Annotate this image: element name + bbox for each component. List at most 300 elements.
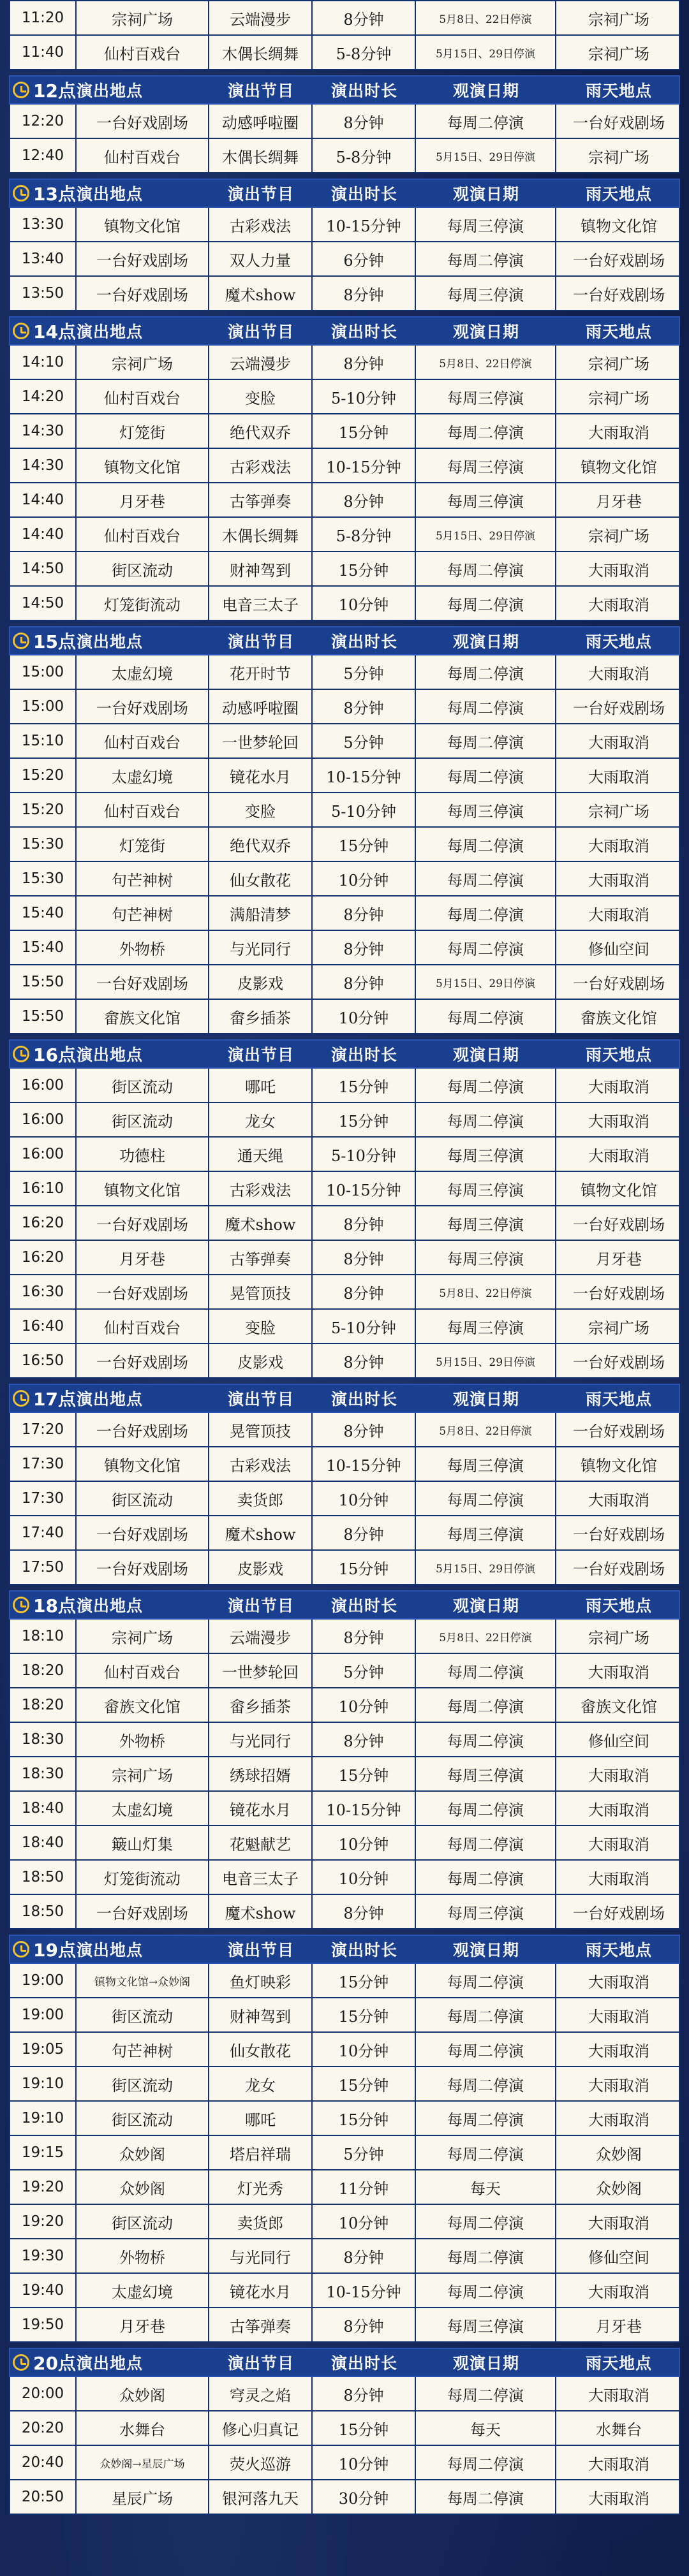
cell-venue: 宗祠广场 — [77, 1757, 209, 1790]
cell-viewing-dates: 每周三停演 — [416, 1172, 556, 1205]
cell-venue: 镇物文化馆 — [77, 208, 209, 241]
table-row — [9, 1000, 680, 1034]
column-header: 演出节目 — [227, 1941, 294, 1959]
cell-viewing-dates: 每周二停演 — [416, 931, 556, 964]
hour-label — [13, 1936, 76, 1963]
table-row — [9, 1516, 680, 1551]
cell-duration: 8分钟 — [313, 1206, 416, 1240]
cell-rain-venue: 修仙空间 — [588, 940, 649, 958]
cell-venue: 功德柱 — [77, 1138, 209, 1171]
column-header: 演出地点 — [76, 1046, 143, 1064]
table-row — [9, 2480, 680, 2515]
cell-duration: 10-15分钟 — [313, 449, 416, 482]
cell-venue: 街区流动 — [77, 1103, 209, 1136]
column-header: 演出节目 — [227, 1597, 294, 1615]
cell-rain-venue: 大雨取消 — [588, 1766, 649, 1785]
column-header: 演出地点 — [76, 2354, 143, 2373]
cell-duration: 15分钟 — [313, 1069, 416, 1102]
cell-viewing-dates: 每周三停演 — [416, 1447, 556, 1481]
cell-venue: 一台好戏剧场 — [77, 690, 209, 723]
table-row — [9, 1757, 680, 1792]
cell-venue: 簸山灯集 — [77, 1826, 209, 1859]
hour-text: 19点 — [33, 1940, 76, 1961]
cell-time: 18:10 — [10, 1620, 77, 1653]
cell-time: 16:10 — [10, 1172, 77, 1205]
cell-time: 17:30 — [10, 1447, 77, 1481]
table-row — [9, 690, 680, 724]
cell-rain-venue: 宗祠广场 — [588, 355, 649, 373]
table-row — [9, 2170, 680, 2205]
cell-rain-venue: 畲族文化馆 — [581, 1697, 657, 1716]
cell-time: 19:00 — [10, 1998, 77, 2031]
cell-program: 镜花水月 — [209, 1792, 313, 1825]
cell-duration: 15分钟 — [313, 1964, 416, 1997]
cell-program: 一世梦轮回 — [209, 724, 313, 757]
cell-viewing-dates: 5月15日、29日停演 — [416, 518, 556, 551]
table-row — [9, 1172, 680, 1206]
cell-venue: 众妙阁→星辰广场 — [77, 2446, 209, 2479]
cell-duration: 10分钟 — [313, 1000, 416, 1033]
column-header: 演出时长 — [330, 1597, 397, 1615]
cell-duration: 15分钟 — [313, 2102, 416, 2135]
table-row — [9, 139, 680, 173]
cell-program: 仙女散花 — [209, 2033, 313, 2066]
cell-viewing-dates: 每周二停演 — [416, 1654, 556, 1687]
cell-program: 魔术show — [209, 1895, 313, 1928]
hour-header — [9, 1590, 680, 1620]
cell-duration: 10分钟 — [313, 2033, 416, 2066]
table-row — [9, 1688, 680, 1723]
cell-duration: 8分钟 — [313, 1723, 416, 1756]
column-header: 演出节目 — [227, 185, 294, 203]
cell-duration: 8分钟 — [313, 1895, 416, 1928]
cell-time: 11:20 — [10, 1, 77, 34]
cell-viewing-dates: 每周三停演 — [416, 208, 556, 241]
cell-venue: 一台好戏剧场 — [77, 1551, 209, 1584]
cell-viewing-dates: 每周二停演 — [416, 862, 556, 895]
table-row — [9, 2136, 680, 2170]
cell-time: 18:20 — [10, 1654, 77, 1687]
cell-venue: 一台好戏剧场 — [77, 1413, 209, 1446]
cell-program: 仙女散花 — [209, 862, 313, 895]
cell-duration: 5分钟 — [313, 1654, 416, 1687]
cell-time: 19:05 — [10, 2033, 77, 2066]
cell-venue: 一台好戏剧场 — [77, 105, 209, 138]
cell-program: 古彩戏法 — [209, 208, 313, 241]
table-row — [9, 655, 680, 690]
cell-program: 魔术show — [209, 277, 313, 310]
cell-viewing-dates: 5月8日、22日停演 — [416, 346, 556, 379]
column-header: 演出节目 — [227, 323, 294, 341]
cell-rain-venue: 大雨取消 — [588, 2455, 649, 2473]
column-header: 演出地点 — [76, 1390, 143, 1409]
table-row — [9, 518, 680, 552]
table-row — [9, 724, 680, 759]
cell-viewing-dates: 每周三停演 — [416, 1895, 556, 1928]
cell-rain-venue: 大雨取消 — [588, 1491, 649, 1509]
cell-venue: 一台好戏剧场 — [77, 1206, 209, 1240]
cell-venue: 一台好戏剧场 — [77, 277, 209, 310]
cell-viewing-dates: 5月8日、22日停演 — [416, 1, 556, 34]
hour-header — [9, 1384, 680, 1413]
cell-rain-venue: 一台好戏剧场 — [573, 699, 665, 717]
cell-duration: 10分钟 — [313, 1482, 416, 1515]
performance-schedule — [9, 0, 680, 2515]
cell-program: 魔术show — [209, 1516, 313, 1549]
cell-viewing-dates: 5月15日、29日停演 — [416, 965, 556, 999]
cell-duration: 8分钟 — [313, 2377, 416, 2410]
cell-time: 14:40 — [10, 483, 77, 516]
cell-time: 13:40 — [10, 242, 77, 275]
cell-time: 20:00 — [10, 2377, 77, 2410]
cell-venue: 句芒神树 — [77, 896, 209, 930]
cell-venue: 众妙阁 — [77, 2377, 209, 2410]
cell-program: 龙女 — [209, 1103, 313, 1136]
table-row — [9, 1620, 680, 1654]
cell-viewing-dates: 每周二停演 — [416, 759, 556, 792]
cell-venue: 街区流动 — [77, 2102, 209, 2135]
cell-venue: 街区流动 — [77, 2205, 209, 2238]
hour-label — [13, 180, 76, 207]
cell-program: 木偶长绸舞 — [209, 139, 313, 172]
hour-text: 16点 — [33, 1044, 76, 1065]
cell-program: 双人力量 — [209, 242, 313, 275]
hour-label — [13, 1041, 76, 1067]
cell-time: 19:20 — [10, 2205, 77, 2238]
cell-time: 16:00 — [10, 1138, 77, 1171]
cell-program: 通天绳 — [209, 1138, 313, 1171]
cell-duration: 10-15分钟 — [313, 1792, 416, 1825]
column-header: 雨天地点 — [585, 1390, 652, 1409]
table-row — [9, 2067, 680, 2102]
cell-viewing-dates: 每周二停演 — [416, 2239, 556, 2272]
cell-time: 14:40 — [10, 518, 77, 551]
cell-venue: 一台好戏剧场 — [77, 1516, 209, 1549]
cell-rain-venue: 大雨取消 — [588, 1112, 649, 1131]
cell-time: 16:30 — [10, 1275, 77, 1308]
cell-duration: 8分钟 — [313, 1413, 416, 1446]
cell-duration: 5-10分钟 — [313, 1310, 416, 1343]
table-row — [9, 2102, 680, 2136]
cell-program: 变脸 — [209, 793, 313, 826]
cell-viewing-dates: 5月8日、22日停演 — [416, 1413, 556, 1446]
cell-rain-venue: 一台好戏剧场 — [573, 1422, 665, 1440]
cell-rain-venue: 镇物文化馆 — [581, 458, 657, 476]
clock-icon — [13, 185, 29, 201]
column-header: 演出时长 — [330, 1941, 397, 1959]
cell-program: 皮影戏 — [209, 1344, 313, 1377]
cell-viewing-dates: 每周二停演 — [416, 552, 556, 585]
table-row — [9, 1482, 680, 1516]
cell-viewing-dates: 每周二停演 — [416, 724, 556, 757]
cell-rain-venue: 月牙巷 — [596, 1250, 642, 1268]
cell-rain-venue: 大雨取消 — [588, 596, 649, 614]
table-row — [9, 1998, 680, 2033]
cell-rain-venue: 宗祠广场 — [588, 45, 649, 63]
cell-rain-venue: 众妙阁 — [596, 2145, 642, 2163]
cell-time: 14:50 — [10, 552, 77, 585]
cell-viewing-dates: 每周二停演 — [416, 2480, 556, 2514]
cell-duration: 15分钟 — [313, 1757, 416, 1790]
column-header: 雨天地点 — [585, 323, 652, 341]
column-header: 演出节目 — [227, 1390, 294, 1409]
cell-rain-venue: 宗祠广场 — [588, 1628, 649, 1647]
cell-venue: 句芒神树 — [77, 862, 209, 895]
column-header: 演出地点 — [76, 185, 143, 203]
cell-rain-venue: 大雨取消 — [588, 1870, 649, 1888]
cell-viewing-dates: 每周三停演 — [416, 1138, 556, 1171]
cell-rain-venue: 镇物文化馆 — [581, 217, 657, 235]
cell-venue: 灯笼街 — [77, 414, 209, 448]
cell-venue: 月牙巷 — [77, 2308, 209, 2341]
table-row — [9, 965, 680, 1000]
cell-time: 13:50 — [10, 277, 77, 310]
cell-duration: 15分钟 — [313, 1551, 416, 1584]
column-header: 演出节目 — [227, 82, 294, 100]
table-row — [9, 1551, 680, 1585]
cell-time: 14:30 — [10, 449, 77, 482]
column-header: 演出时长 — [330, 185, 397, 203]
cell-viewing-dates: 每周二停演 — [416, 655, 556, 689]
cell-program: 绣球招婿 — [209, 1757, 313, 1790]
cell-venue: 太虚幻境 — [77, 2274, 209, 2307]
cell-program: 皮影戏 — [209, 1551, 313, 1584]
cell-rain-venue: 大雨取消 — [588, 2042, 649, 2060]
cell-viewing-dates: 每周二停演 — [416, 1861, 556, 1894]
cell-rain-venue: 大雨取消 — [588, 2386, 649, 2404]
cell-rain-venue: 大雨取消 — [588, 768, 649, 786]
cell-rain-venue: 宗祠广场 — [588, 148, 649, 166]
hour-label — [13, 627, 76, 654]
table-row — [9, 1654, 680, 1688]
cell-viewing-dates: 每周二停演 — [416, 2033, 556, 2066]
cell-venue: 太虚幻境 — [77, 759, 209, 792]
cell-program: 变脸 — [209, 1310, 313, 1343]
cell-duration: 5-8分钟 — [313, 36, 416, 69]
cell-program: 电音三太子 — [209, 587, 313, 620]
cell-rain-venue: 水舞台 — [596, 2420, 642, 2439]
hour-label — [13, 2349, 76, 2376]
cell-rain-venue: 大雨取消 — [588, 2283, 649, 2301]
cell-program: 与光同行 — [209, 1723, 313, 1756]
cell-duration: 8分钟 — [313, 346, 416, 379]
cell-duration: 8分钟 — [313, 1344, 416, 1377]
cell-time: 15:00 — [10, 690, 77, 723]
clock-icon — [13, 82, 29, 98]
cell-program: 修心归真记 — [209, 2411, 313, 2445]
cell-venue: 太虚幻境 — [77, 1792, 209, 1825]
clock-icon — [13, 1941, 29, 1958]
cell-viewing-dates: 每周二停演 — [416, 2136, 556, 2169]
cell-rain-venue: 大雨取消 — [588, 2007, 649, 2026]
cell-program: 魔术show — [209, 1206, 313, 1240]
cell-viewing-dates: 每周二停演 — [416, 1103, 556, 1136]
cell-duration: 8分钟 — [313, 931, 416, 964]
cell-viewing-dates: 5月15日、29日停演 — [416, 36, 556, 69]
cell-time: 19:00 — [10, 1964, 77, 1997]
cell-viewing-dates: 每周三停演 — [416, 793, 556, 826]
cell-viewing-dates: 每周二停演 — [416, 2446, 556, 2479]
table-row — [9, 1206, 680, 1241]
cell-time: 15:20 — [10, 759, 77, 792]
cell-program: 一世梦轮回 — [209, 1654, 313, 1687]
cell-viewing-dates: 每周三停演 — [416, 277, 556, 310]
cell-viewing-dates: 5月15日、29日停演 — [416, 1551, 556, 1584]
cell-time: 17:20 — [10, 1413, 77, 1446]
table-row — [9, 242, 680, 277]
hour-label — [13, 318, 76, 344]
cell-viewing-dates: 5月8日、22日停演 — [416, 1620, 556, 1653]
cell-rain-venue: 一台好戏剧场 — [573, 1284, 665, 1303]
cell-venue: 一台好戏剧场 — [77, 1895, 209, 1928]
cell-venue: 仙村百戏台 — [77, 1654, 209, 1687]
cell-viewing-dates: 每天 — [416, 2411, 556, 2445]
cell-duration: 11分钟 — [313, 2170, 416, 2204]
cell-program: 畲乡插茶 — [209, 1688, 313, 1722]
column-header: 雨天地点 — [585, 633, 652, 651]
cell-venue: 仙村百戏台 — [77, 724, 209, 757]
cell-venue: 街区流动 — [77, 1482, 209, 1515]
cell-program: 龙女 — [209, 2067, 313, 2100]
cell-program: 哪吒 — [209, 1069, 313, 1102]
cell-time: 16:00 — [10, 1103, 77, 1136]
cell-duration: 10-15分钟 — [313, 1172, 416, 1205]
cell-duration: 8分钟 — [313, 1275, 416, 1308]
cell-duration: 8分钟 — [313, 1241, 416, 1274]
column-header: 演出节目 — [227, 633, 294, 651]
cell-program: 古彩戏法 — [209, 1447, 313, 1481]
cell-duration: 8分钟 — [313, 1, 416, 34]
column-header: 观演日期 — [452, 1046, 519, 1064]
cell-program: 镜花水月 — [209, 759, 313, 792]
table-row — [9, 1241, 680, 1275]
table-row — [9, 1310, 680, 1344]
column-header: 雨天地点 — [585, 1597, 652, 1615]
cell-viewing-dates: 每周三停演 — [416, 380, 556, 413]
cell-rain-venue: 众妙阁 — [596, 2179, 642, 2198]
table-row — [9, 1138, 680, 1172]
cell-program: 花开时节 — [209, 655, 313, 689]
cell-venue: 外物桥 — [77, 1723, 209, 1756]
cell-rain-venue: 一台好戏剧场 — [573, 251, 665, 270]
cell-venue: 星辰广场 — [77, 2480, 209, 2514]
cell-rain-venue: 大雨取消 — [588, 905, 649, 924]
cell-viewing-dates: 每周二停演 — [416, 1998, 556, 2031]
table-row — [9, 896, 680, 931]
cell-time: 18:50 — [10, 1895, 77, 1928]
table-row — [9, 931, 680, 965]
hour-header — [9, 316, 680, 346]
table-row — [9, 1826, 680, 1861]
cell-venue: 街区流动 — [77, 1998, 209, 2031]
cell-program: 财神驾到 — [209, 1998, 313, 2031]
table-row — [9, 1447, 680, 1482]
cell-rain-venue: 修仙空间 — [588, 2248, 649, 2267]
cell-duration: 15分钟 — [313, 2411, 416, 2445]
cell-time: 15:10 — [10, 724, 77, 757]
cell-venue: 仙村百戏台 — [77, 36, 209, 69]
cell-rain-venue: 修仙空间 — [588, 1732, 649, 1750]
table-row — [9, 208, 680, 242]
cell-program: 与光同行 — [209, 2239, 313, 2272]
column-header: 观演日期 — [452, 1597, 519, 1615]
cell-program: 卖货郎 — [209, 1482, 313, 1515]
cell-program: 财神驾到 — [209, 552, 313, 585]
cell-rain-venue: 大雨取消 — [588, 733, 649, 752]
cell-viewing-dates: 每周二停演 — [416, 2377, 556, 2410]
column-header: 演出时长 — [330, 323, 397, 341]
cell-time: 14:10 — [10, 346, 77, 379]
cell-venue: 灯笼街流动 — [77, 587, 209, 620]
cell-venue: 畲族文化馆 — [77, 1688, 209, 1722]
column-header: 演出地点 — [76, 1597, 143, 1615]
cell-time: 17:40 — [10, 1516, 77, 1549]
cell-duration: 10分钟 — [313, 2205, 416, 2238]
cell-rain-venue: 月牙巷 — [596, 2317, 642, 2336]
hour-header — [9, 1039, 680, 1069]
cell-program: 畲乡插茶 — [209, 1000, 313, 1033]
cell-time: 12:40 — [10, 139, 77, 172]
cell-viewing-dates: 每天 — [416, 2170, 556, 2204]
cell-program: 动感呼啦圈 — [209, 690, 313, 723]
clock-icon — [13, 2354, 29, 2371]
hour-header — [9, 179, 680, 208]
column-header: 观演日期 — [452, 1941, 519, 1959]
table-row — [9, 1103, 680, 1138]
column-header: 演出时长 — [330, 1046, 397, 1064]
cell-viewing-dates: 每周三停演 — [416, 1241, 556, 1274]
cell-rain-venue: 宗祠广场 — [588, 10, 649, 29]
cell-duration: 10分钟 — [313, 587, 416, 620]
cell-rain-venue: 大雨取消 — [588, 1801, 649, 1819]
table-row — [9, 346, 680, 380]
cell-duration: 10-15分钟 — [313, 2274, 416, 2307]
table-row — [9, 1275, 680, 1310]
cell-viewing-dates: 每周二停演 — [416, 1000, 556, 1033]
cell-duration: 15分钟 — [313, 2067, 416, 2100]
cell-duration: 5分钟 — [313, 655, 416, 689]
column-header: 演出时长 — [330, 633, 397, 651]
cell-rain-venue: 宗祠广场 — [588, 389, 649, 407]
cell-viewing-dates: 每周三停演 — [416, 1206, 556, 1240]
cell-program: 变脸 — [209, 380, 313, 413]
column-header: 演出地点 — [76, 1941, 143, 1959]
cell-duration: 30分钟 — [313, 2480, 416, 2514]
cell-time: 19:10 — [10, 2102, 77, 2135]
cell-time: 18:50 — [10, 1861, 77, 1894]
column-header: 雨天地点 — [585, 1046, 652, 1064]
cell-venue: 街区流动 — [77, 2067, 209, 2100]
cell-duration: 5-8分钟 — [313, 139, 416, 172]
column-header: 观演日期 — [452, 2354, 519, 2373]
cell-time: 16:50 — [10, 1344, 77, 1377]
cell-venue: 仙村百戏台 — [77, 793, 209, 826]
cell-time: 16:20 — [10, 1241, 77, 1274]
cell-venue: 街区流动 — [77, 1069, 209, 1102]
table-row — [9, 2274, 680, 2308]
hour-header — [9, 75, 680, 105]
cell-viewing-dates: 每周二停演 — [416, 690, 556, 723]
cell-program: 木偶长绸舞 — [209, 518, 313, 551]
cell-rain-venue: 大雨取消 — [588, 871, 649, 889]
cell-viewing-dates: 每周三停演 — [416, 1516, 556, 1549]
cell-program: 云端漫步 — [209, 346, 313, 379]
cell-duration: 15分钟 — [313, 1998, 416, 2031]
cell-time: 15:30 — [10, 862, 77, 895]
cell-duration: 5-8分钟 — [313, 518, 416, 551]
table-row — [9, 2205, 680, 2239]
column-header: 雨天地点 — [585, 185, 652, 203]
